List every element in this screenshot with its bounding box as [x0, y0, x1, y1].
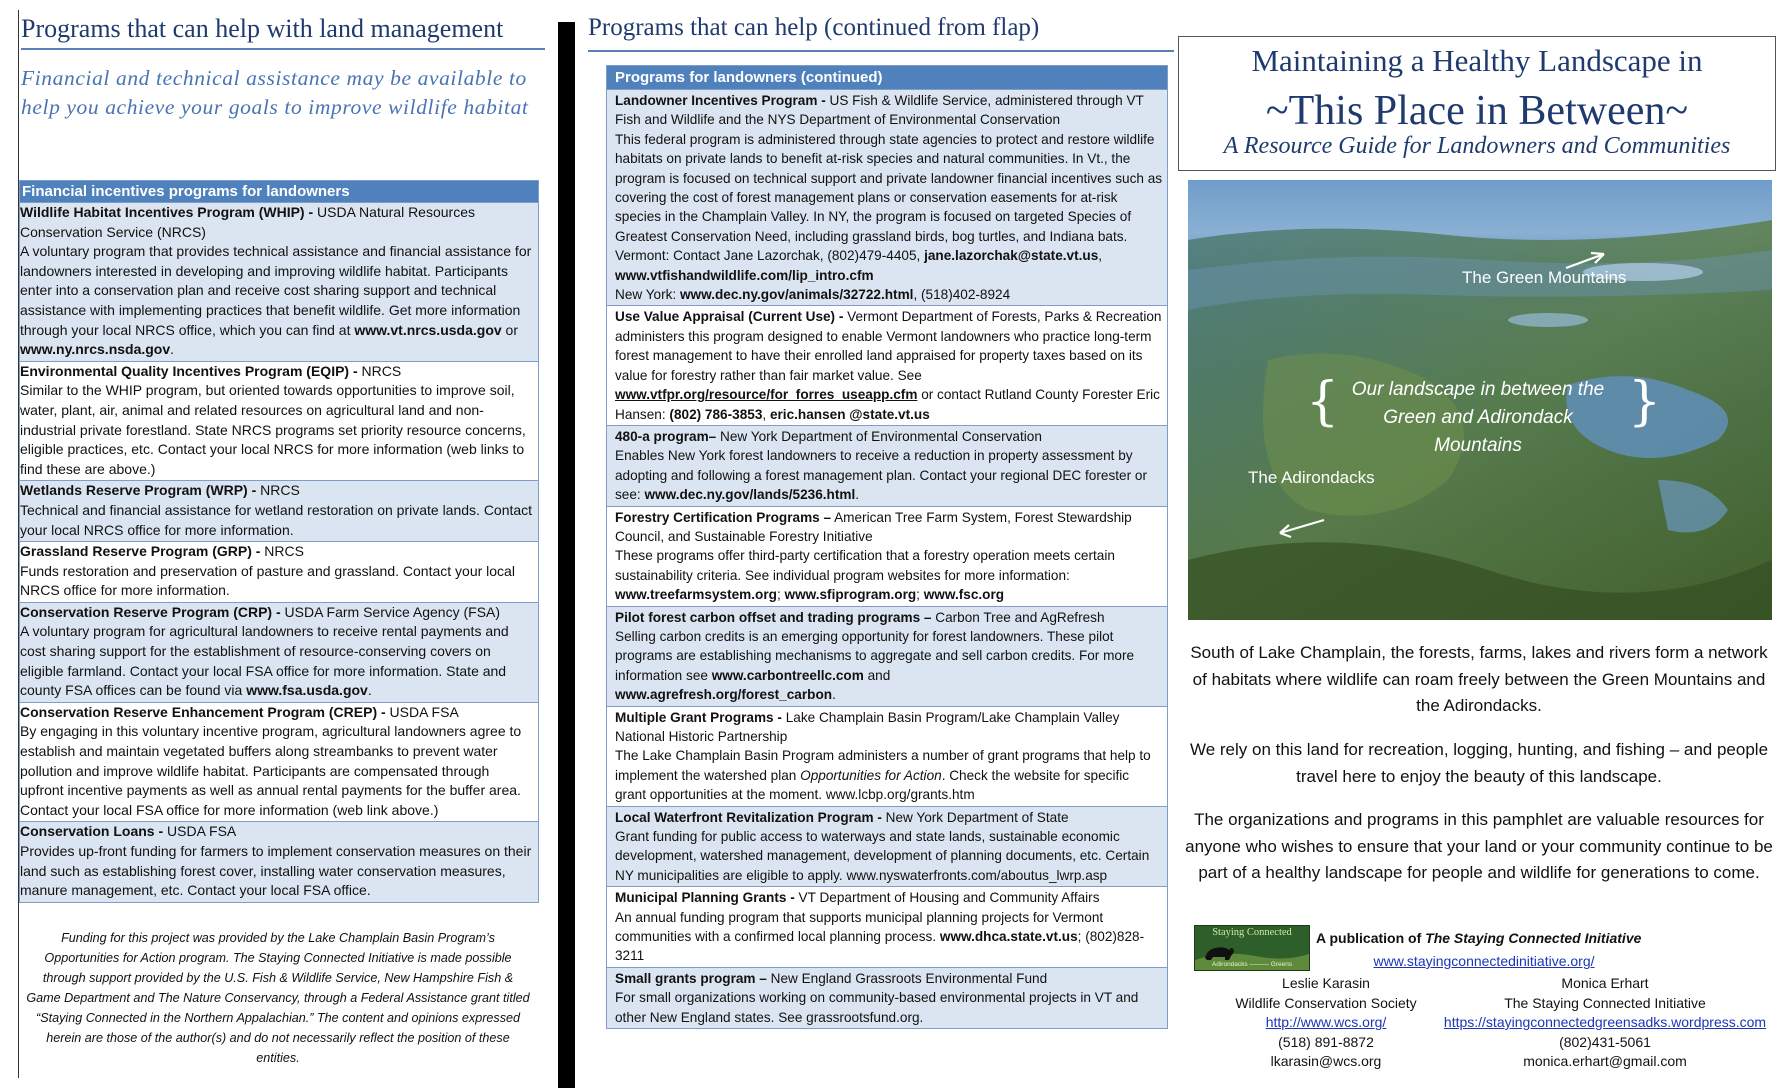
cover-title-line1: Maintaining a Healthy Landscape in — [1251, 43, 1703, 78]
program-agency: NRCS — [357, 362, 402, 379]
intro-paragraph-3: The organizations and programs in this pamphlet are valuable resources for anyone who wishes to ensure that your land or your community continue to be part of a healthy landscape for people and wildlife for generations to come. — [1185, 810, 1773, 882]
program-agency: Vermont Department of Forests, Parks & Recreation administers this program designed to enable Vermont landowners who practice long-term forest management to have their enrolled land appraised for property taxes based on its value for forestry rather than fair market value. See — [615, 309, 1162, 383]
text-comma: , — [1098, 248, 1103, 264]
program-conservation-loans — [20, 821, 538, 901]
agrefresh-link[interactable]: www.agrefresh.org/forest_carbon — [615, 687, 833, 703]
program-agency: Carbon Tree and AgRefresh — [931, 609, 1105, 625]
contact-leslie-karasin — [1196, 974, 1456, 1072]
vt-email-link[interactable]: jane.lazorchak@state.vt.us — [924, 248, 1099, 264]
text-period: . — [170, 341, 175, 358]
program-body: An annual funding program that supports municipal planning projects for Vermont communities with a confirmed local planning process. — [615, 909, 1104, 945]
program-body: Enables New York forest landowners to receive a reduction in property assessment by adopting and following a forest management plan. Contact your regional DEC forester or see: — [615, 448, 1147, 503]
program-body-after: . Check the website for specific grant opportunities at the moment. www.lcbp.org/grants.htm — [615, 767, 1130, 803]
contact-name: Leslie Karasin — [1282, 975, 1370, 991]
program-agency: VT Department of Housing and Community Affairs — [794, 890, 1100, 906]
forester-phone: (802) 786-3853 — [669, 406, 763, 422]
fsa-link[interactable]: www.fsa.usda.gov — [246, 682, 368, 699]
programs-continued-table — [606, 65, 1168, 1029]
program-name: Conservation Reserve Enhancement Program (CREP) - — [20, 703, 386, 720]
program-agency: USDA FSA — [385, 703, 459, 720]
program-name: Grassland Reserve Program (GRP) - — [20, 543, 261, 560]
program-agency: US Fish & Wildlife Service, administered through VT Fish and Wildlife and the NYS Department of Environmental Conservation — [615, 93, 1144, 128]
program-agency: Lake Champlain Basin Program/Lake Champlain Valley National Historic Partnership — [615, 709, 1120, 744]
program-body: or contact Rutland County Forester Eric Hansen: — [615, 387, 1160, 422]
contact-email[interactable]: monica.erhart@gmail.com — [1523, 1053, 1687, 1069]
program-name: Wetlands Reserve Program (WRP) - — [20, 482, 257, 499]
left-panel — [18, 10, 539, 1078]
financial-incentives-table — [19, 180, 539, 903]
label-adirondacks: The Adirondacks — [1248, 468, 1375, 487]
program-use-value-appraisal — [607, 305, 1167, 424]
program-body: This federal program is administered through state agencies to protect and restore wildlife habitats on private lands to benefit at-risk species and natural communities. In Vt., the program is focused on technical support and private landowner financial incentives such as covering the cost of forest management plans or conservation easements for at-risk species in the Champlain Valley. In NY, the program is focused on targeted Species of Greatest Conservation Need, including grassland birds, bog turtles, and Indiana bats. — [615, 131, 1163, 244]
contact-email[interactable]: lkarasin@wcs.org — [1270, 1053, 1382, 1069]
program-whip — [20, 202, 538, 361]
program-phone: ; (802)828-3211 — [615, 929, 1145, 964]
program-agency: American Tree Farm System, Forest Stewardship Council, and Sustainable Forestry Initiative — [615, 509, 1132, 544]
text-period: . — [855, 487, 860, 503]
carbontree-link[interactable]: www.carbontreellc.com — [711, 667, 864, 683]
treefarm-link[interactable]: www.treefarmsystem.org — [615, 587, 777, 603]
program-name: Wildlife Habitat Incentives Program (WHIP) - — [20, 204, 314, 220]
text-comma: , — [762, 406, 770, 422]
program-agency: NRCS — [256, 482, 300, 499]
text-semicolon: ; — [776, 587, 785, 603]
logo-title: Staying Connected — [1212, 927, 1292, 938]
cover-title-box — [1178, 36, 1776, 171]
contact-name: Monica Erhart — [1561, 975, 1649, 991]
text-period: . — [832, 687, 836, 703]
program-multiple-grants — [607, 706, 1167, 806]
vermont-contact: Vermont: Contact Jane Lazorchak, (802)479-4405, — [615, 248, 925, 264]
intro-paragraph-1: South of Lake Champlain, the forests, farms, lakes and rivers form a network of habitats where wildlife can roam freely between the Green Mountains and the Adirondacks. — [1190, 643, 1768, 715]
program-name: Forestry Certification Programs – — [615, 509, 832, 525]
program-name: Pilot forest carbon offset and trading programs – — [615, 609, 932, 625]
program-name: Landowner Incentives Program - — [615, 93, 826, 108]
program-name: Conservation Loans - — [20, 823, 164, 840]
program-name: Municipal Planning Grants - — [615, 890, 795, 906]
plan-title: Opportunities for Action — [800, 767, 942, 783]
program-agency: USDA Farm Service Agency (FSA) — [280, 603, 501, 620]
vtfpr-link[interactable]: www.vtfpr.org/resource/for_forres_useapp.cfm — [615, 387, 918, 403]
program-eqip — [20, 361, 538, 481]
intro-paragraph-2: We rely on this land for recreation, logging, hunting, and fishing – and people travel here to enjoy the beauty of this landscape. — [1189, 740, 1769, 786]
nrcs-ny-link[interactable]: www.ny.nrcs.nsda.gov — [20, 341, 171, 358]
ny-phone: , (518)402-8924 — [913, 287, 1011, 303]
nrcs-vt-link[interactable]: www.vt.nrcs.usda.gov — [354, 321, 502, 338]
panel-divider — [558, 22, 575, 1088]
program-landowner-incentives — [607, 89, 1167, 305]
program-body: A voluntary program for agricultural landowners to receive rental payments and cost sharing support for the establishment of resource-conserving covers on eligible farmland. Contact your local FSA office for more information. State and county FSA offices can be found via — [20, 623, 509, 699]
program-body: Funds restoration and preservation of pasture and grassland. Contact your local NRCS office for more information. — [20, 562, 515, 599]
contact-url-link[interactable]: https://stayingconnectedgreensadks.wordpress.com — [1443, 1014, 1767, 1030]
text-and: and — [863, 667, 891, 683]
contact-phone: (518) 891-8872 — [1278, 1033, 1374, 1050]
publication-url-row — [1176, 953, 1792, 969]
program-agency: USDA FSA — [163, 823, 237, 840]
program-agency: New York Department of Environmental Conservation — [716, 428, 1042, 444]
contact-monica-erhart — [1418, 974, 1792, 1072]
program-body: Provides up-front funding for farmers to implement conservation measures on their land such as establishing forest cover, installing water conservation measures, manure management, etc. Contact your local FSA office. — [20, 843, 532, 899]
contact-url-link[interactable]: http://www.wcs.org/ — [1265, 1014, 1387, 1030]
program-crep — [20, 702, 538, 822]
program-480a — [607, 425, 1167, 506]
contact-phone: (802)431-5061 — [1559, 1033, 1651, 1050]
program-carbon-offset — [607, 606, 1167, 706]
left-brace: { — [1306, 372, 1340, 432]
program-body: By engaging in this voluntary incentive program, agricultural landowners agree to establish and maintain vegetated buffers along streambanks to prevent water pollution and improve wildlife habitat. Participants are compensated through upfront incentive payments as well as annual rental payments for the buffer area. Contact your local FSA office for more information (web link above.) — [20, 723, 522, 818]
program-agency: New England Grassroots Environmental Fund — [766, 970, 1048, 986]
program-small-grants — [607, 967, 1167, 1028]
logo-subtitle: Adirondacks ——— Greens — [1211, 961, 1293, 968]
label-green-mountains: The Green Mountains — [1462, 268, 1627, 287]
program-name: Small grants program – — [615, 970, 767, 986]
table-header: Programs for landowners (continued) — [607, 66, 1167, 89]
program-body: The Lake Champlain Basin Program administers a number of grant programs that help to implement the watershed plan — [615, 748, 1151, 783]
publication-line — [1316, 930, 1756, 946]
program-body: Grant funding for public access to waterways and state lands, sustainable economic development, watershed management, development of planning documents, etc. Certain NY municipalities are eligible to apply. www.nyswaterfronts.com/aboutus_lwrp.asp — [615, 829, 1150, 883]
program-body: Similar to the WHIP program, but oriented towards opportunities to improve soil, water, plant, air, animal and related resources on agricultural land and non-industrial private forestland. State NRCS programs set priority resource concerns, eligible practices, etc. Contact your local NRCS for more information (web links to find these are above.) — [20, 382, 526, 477]
program-body: A voluntary program that provides technical assistance and financial assistance for landowners interested in developing and improving wildlife habitat. Participants enter into a conservation plan and receive cost sharing support and technical assistance with implementing practices that benefit wildlife. Get more information through your local NRCS office, which you can find at — [20, 243, 532, 338]
aerial-landscape-photo — [1188, 180, 1772, 620]
text-or: or — [501, 321, 518, 338]
fsc-link[interactable]: www.fsc.org — [923, 587, 1005, 603]
program-body: Selling carbon credits is an emerging opportunity for forest landowners. These pilot programs are establishing mechanisms to aggregate and sell carbon credits. For more information see — [615, 628, 1135, 683]
program-crp — [20, 602, 538, 702]
program-name: Conservation Reserve Program (CRP) - — [20, 603, 281, 620]
dhca-link[interactable]: www.dhca.state.vt.us — [939, 929, 1078, 945]
middle-panel — [588, 10, 1176, 1088]
label-landscape-in-between: Our landscape in between the Green and Adirondack Mountains — [1351, 379, 1605, 456]
program-name: Local Waterfront Revitalization Program - — [615, 809, 882, 825]
text-period: . — [367, 682, 372, 699]
program-name: Multiple Grant Programs - — [615, 709, 782, 725]
publication-prefix: A publication of — [1316, 930, 1426, 946]
cover-title-line2: ~This Place in Between~ — [1265, 88, 1689, 134]
forester-email-link[interactable]: eric.hansen @state.vt.us — [769, 406, 930, 422]
publication-url-link[interactable]: www.stayingconnectedinitiative.org/ — [1373, 953, 1595, 969]
contact-org: Wildlife Conservation Society — [1235, 994, 1417, 1011]
right-panel — [1176, 0, 1792, 1088]
program-body: These programs offer third-party certification that a forestry operation meets certain sustainability criteria. See individual program websites for more information: — [615, 548, 1115, 583]
program-agency: NRCS — [260, 543, 304, 560]
program-agency: USDA Natural Resources Conservation Service (NRCS) — [20, 204, 475, 240]
program-forestry-certification — [607, 506, 1167, 606]
program-name: Use Value Appraisal (Current Use) - — [615, 309, 844, 325]
contact-org: The Staying Connected Initiative — [1504, 994, 1706, 1011]
program-name: 480-a program– — [615, 428, 717, 444]
cover-subtitle: A Resource Guide for Landowners and Communities — [1223, 133, 1731, 159]
publication-name: The Staying Connected Initiative — [1425, 930, 1642, 946]
funding-footnote: Funding for this project was provided by the Lake Champlain Basin Program’s Opportunities for Action program. The Staying Connected Initiative is made possible through support provided by the U.S. Fish & Wildlife Service, New Hampshire Fish & Game Department and The Nature Conservancy, through a Federal Assistance grant titled “Staying Connected in the Northern Appalachian.” The content and opinions expressed herein are those of the author(s) and do not necessarily reflect the position of these entities. — [26, 931, 530, 1065]
left-panel-title: Programs that can help with land management — [21, 14, 545, 50]
vt-fishwildlife-link[interactable]: www.vtfishandwildlife.com/lip_intro.cfm — [615, 267, 874, 283]
program-municipal-planning — [607, 886, 1167, 967]
table-header: Financial incentives programs for landowners — [20, 181, 538, 202]
text-semicolon: ; — [916, 587, 924, 603]
program-waterfront-revitalization — [607, 806, 1167, 887]
program-wrp — [20, 480, 538, 541]
program-body: Technical and financial assistance for wetland restoration on private lands. Contact your local NRCS office for more information. — [20, 501, 533, 538]
left-panel-intro: Financial and technical assistance may be available to help you achieve your goals to improve wildlife habitat — [21, 66, 529, 119]
newyork-contact: New York: — [615, 287, 680, 303]
right-brace: } — [1628, 372, 1662, 432]
sfi-link[interactable]: www.sfiprogram.org — [784, 587, 917, 603]
ny-dec-link[interactable]: www.dec.ny.gov/animals/32722.html — [679, 287, 914, 303]
program-name: Environmental Quality Incentives Program (EQIP) - — [20, 362, 358, 379]
program-agency: New York Department of State — [881, 809, 1069, 825]
program-grp — [20, 541, 538, 602]
middle-panel-title: Programs that can help (continued from flap) — [588, 14, 1174, 52]
program-body: For small organizations working on community-based environmental projects in VT and other New England states. See grassrootsfund.org. — [615, 990, 1139, 1025]
dec-lands-link[interactable]: www.dec.ny.gov/lands/5236.html — [644, 487, 856, 503]
